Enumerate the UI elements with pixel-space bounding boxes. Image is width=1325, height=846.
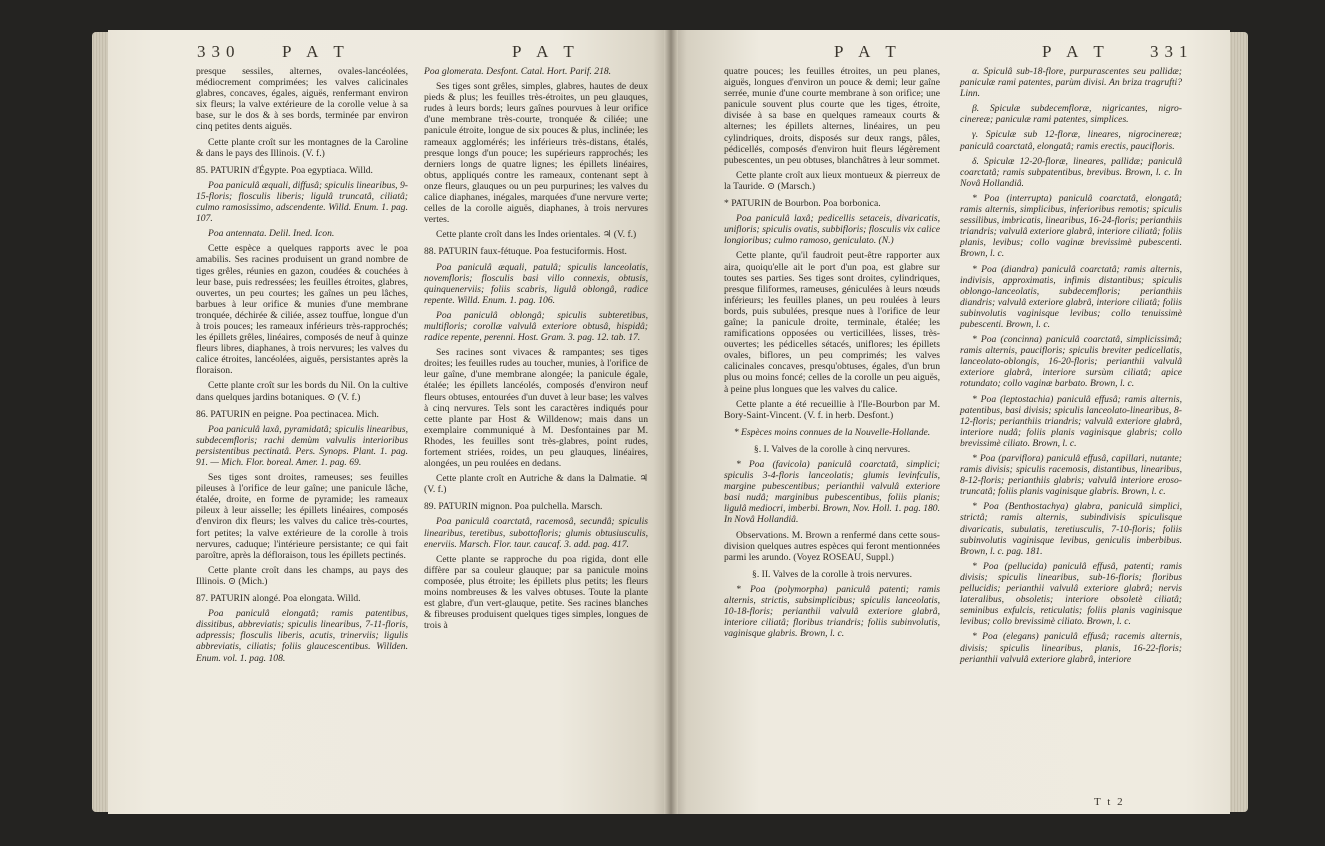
book-gutter: [664, 30, 678, 814]
section-heading: * Espèces moins connues de la Nouvelle-Hollande.: [733, 426, 931, 438]
paragraph: Cette plante a été recueillie à l'Ile-Bourbon par M. Bory-Saint-Vincent. (V. f. in herb. Desfont.): [724, 398, 940, 421]
paragraph: Cette plante croît sur les montagnes de la Caroline & dans le pays des Illinois. (V. f.): [196, 136, 408, 159]
latin-diagnosis: Poa paniculâ elongatâ; ramis patentibus, dissitibus, abbreviatis; spiculis linearibus, 7-11-floris, adpressis; flosculis liberis, acutis, trinerviis; ligulis abbreviatis, ciliatis; foliis glaucescentibus. Willden. Enum. vol. 1. pag. 108.: [196, 608, 408, 664]
species-entry: * Poa (pellucida) paniculâ effusâ, patenti; ramis divisis; spiculis linearibus, sub-16-floris; floribus pellucidis; perianthii valvulâ exteriore glabrâ; nervis lateralibus, obsoletis; interiore obsoletè ciliatâ; seminibus exfulcis, reticulatis; foliis planis vaginisque levibus; collo brevissimè ciliato. Brown, l. c.: [960, 560, 1182, 628]
paragraph: Cette plante croît aux lieux montueux & pierreux de la Tauride. ⊙ (Marsch.): [724, 169, 940, 192]
paragraph: presque sessiles, alternes, ovales-lancéolées, médiocrement comprimées; les valves calicinales glabres, concaves, égales, aiguës, renfermant environ six fleurs; la valve extérieure de la corolle velue à sa base, sur le dos & à ses bords, terminée par environ cinq petites dents aiguës.: [196, 66, 408, 133]
synonym: Poa glomerata. Desfont. Catal. Hort. Parif. 218.: [424, 66, 612, 77]
left-running-title: P A T: [282, 42, 350, 61]
entry-heading: 86. PATURIN en peigne. Poa pectinacea. Mich.: [196, 408, 379, 420]
paragraph: quatre pouces; les feuilles étroites, un peu planes, aiguës, longues d'environ un pouce & demi; leur gaîne serrée, munie d'une courte membrane à son orifice; une panicule souvent plus courte que les tiges, étroite, divisée à sa base en quelques rameaux courts & alternes; les épillets alternes, linéaires, un peu cylindriques, droits, disposés sur deux rangs, pâles, pédicellés, composés d'environ huit fleurs légèrement pubescentes, un peu obtuses, blanchâtres à leur sommet.: [724, 66, 940, 166]
species-entry: * Poa (diandra) paniculâ coarctatâ; ramis alternis, indivisis, approximatis, infimis distantibus; spiculis oblongo-lanceolatis, subdecemfloris; perianthiis diandris; valvulâ exteriore glabrâ, interiore ciliatâ; foliis subinvolutis vaginisque levibus; collo tenuissimè pubescenti. Brown, l. c.: [960, 263, 1182, 330]
latin-diagnosis: Poa paniculâ oblongâ; spiculis subteretibus, multifloris; corollæ valvulâ exteriore obtusâ, hispidâ; radice repente, perenni. Host. Gram. 3. pag. 12. tab. 17.: [424, 309, 648, 344]
column-4: [960, 66, 1182, 669]
variety: β. Spiculæ subdecemfloræ, nigricantes, nigro-cinereæ; paniculæ rami patentes, simplices.: [960, 103, 1182, 126]
entry-heading: 87. PATURIN alongé. Poa elongata. Willd.: [196, 593, 361, 605]
column-3: [724, 66, 940, 643]
signature-mark: T t 2: [1094, 796, 1125, 808]
column-2: [424, 66, 648, 635]
variety: α. Spiculâ sub-18-flore, purpurascentes seu pallidæ; paniculæ rami patentes, parùm divisi. An briza tragrufti? Linn.: [960, 66, 1182, 100]
latin-diagnosis: Poa paniculâ æquali, patulâ; spiculis lanceolatis, novemfloris; flosculis basi villo connexis, obtusis, quinquenerviis; foliis scabris, ligulâ oblongâ, radice repente. Willd. Enum. 1. pag. 106.: [424, 261, 648, 306]
species-entry: * Poa (concinna) paniculâ coarctatâ, simplicissimâ; ramis alternis, paucifloris; spiculis breviter pedicellatis, lanceolato-oblongis, 16-20-floris; perianthii valvulâ exteriore glabrâ, interiore sursùm ciliatâ; apice rotundato; collo vaginæ barbato. Brown, l. c.: [960, 334, 1182, 390]
variety: δ. Spiculæ 12-20-floræ, lineares, pallidæ; paniculâ coarctatâ; ramis subpatentibus, brevibus. Brown, l. c. In Novâ Hollandiâ.: [960, 155, 1182, 189]
paragraph: Cette espèce a quelques rapports avec le poa amabilis. Ses racines produisent un grand nombre de tiges grêles, réunies en gazon, coudées & couchées à leur base, puis redressées; les feuilles étroites, glabres, ouvertes, un peu courtes; les gaînes un peu lâches, barbues à leur orifice & munies d'une membrane tronquée, déchirée & ciliée, assez touffue, longue d'un à trois pouces; les rameaux inférieurs très-rapprochés; les épillets grêles, linéaires, composés de neuf à quinze fleurs libres, diaphanes, à trois nervures; les valves du calice étroites, lancéolées, aiguës, persistantes après la floraison.: [196, 243, 408, 377]
paragraph: Cette plante croît dans les Indes orientales. ♃ (V. f.): [436, 229, 637, 241]
right-running-title: P A T: [1042, 42, 1110, 61]
paragraph: Observations. M. Brown a renfermé dans cette sous-division quelques autres espèces qui feront mentionnées parmi les arundo. (Voyez ROSEAU, Suppl.): [724, 529, 940, 563]
paragraph: Cette plante, qu'il faudroit peut-être rapporter aux aira, quoiqu'elle ait le port d'un poa, est glabre sur toutes ses parties. Ses tiges sont droites, cylindriques, presque filiformes, rameuses, géniculées à leurs nœuds inférieurs; les feuilles planes, un peu roulées à leurs bords, puis subulées, presque nues à l'orifice de leur gaîne; la panicule droite, terminale, étalée; les ramifications opposées ou verticillées, lisses, très-ouvertes; les pédicelles sétacés, uniflores; les épillets ovales, biflores, un peu comprimés; les valves calicinales concaves, presqu'obtuses, égales, d'un brun plus ou moins foncé; celles de la corolle un peu aiguës, à peine plus longues que les valves du calice.: [724, 250, 940, 395]
species-entry: * Poa (elegans) paniculâ effusâ; racemis alternis, divisis; spiculis linearibus, planis, 16-22-floris; perianthii valvulâ exteriore glabrâ, interiore: [960, 631, 1182, 665]
right-column-title: P A T: [834, 42, 902, 61]
left-column-title: P A T: [512, 42, 580, 61]
left-page-number: 330: [197, 42, 241, 61]
entry-heading: * PATURIN de Bourbon. Poa borbonica.: [724, 198, 881, 210]
latin-diagnosis: * Poa (polymorpha) paniculâ patenti; ramis alternis, strictis, subsimplicibus; spiculis lanceolatis, 10-18-floris; perianthii valvulâ exteriore glabrâ, interiore ciliatâ; floribus triandris; foliis subinvolutis, vaginisque glabris. Brown, l. c.: [724, 583, 940, 640]
species-entry: * Poa (Benthostachya) glabra, paniculâ simplici, strictâ; ramis alternis, subindivisis spiculisque divaricatis, subulatis, teretiusculis, 7-10-floris; foliis subinvolutis vaginisque levibus, geniculis imberbibus. Brown, l. c. pag. 181.: [960, 501, 1182, 557]
subsection-heading: §. I. Valves de la corolle à cinq nervures.: [753, 443, 911, 455]
latin-diagnosis: Poa paniculâ coarctatâ, racemosâ, secundâ; spiculis linearibus, teretibus, subottofloris; glumis obtusiusculis, enerviis. Marsch. Flor. taur. caucaf. 3. add. pag. 417.: [424, 516, 648, 550]
species-entry: * Poa (leptostachia) paniculâ effusâ; ramis alternis, patentibus, basi divisis; spiculis lanceolato-linearibus, 8-12-floris; perianthiis triandris; valvulâ exteriore glabrâ, interiore nudâ; foliis planis vaginisque glabris; collo brevissimè ciliato. Brown, l. c.: [960, 393, 1182, 449]
synonym: Poa antennata. Delil. Ined. Icon.: [208, 228, 335, 240]
paragraph: Ses tiges sont droites, rameuses; ses feuilles pileuses à l'orifice de leur gaîne; une panicule lâche, étalée, droite, en forme de pyramide; les rameaux pileux à leur aisselle; les épillets linéaires, composés d'environ dix fleurs; les valves du calice très-courtes, fort petites; la valve extérieure de la corolle à trois nervures, caduque; l'intérieure persistante; ce qui fait paroître, après la défloraison, tous les épillets pectinés.: [196, 472, 408, 561]
latin-diagnosis: * Poa (favicola) paniculâ coarctatâ, simplici; spiculis 3-4-floris lanceolatis; glumis levinfculis, margine pubescentibus; perianthii valvulâ exteriore basi nudâ; marginibus pubescentibus, foliis planis; ligulâ mediocri, imberbi. Brown, Nov. Holl. 1. pag. 180. In Novâ Hollandiâ.: [724, 459, 940, 526]
paragraph: Cette plante se rapproche du poa rigida, dont elle diffère par sa couleur glauque; par sa panicule moins composée, plus étroite; les épillets plus petits; les fleurs moins nombreuses & les valves obtuses. Toute la plante est glabre, d'un vert-glauque, petite. Ses racines blanches & fibreuses produisent quelques tiges simples, longues de trois à: [424, 553, 648, 632]
paragraph: Ses racines sont vivaces & rampantes; ses tiges droites; les feuilles rudes au toucher, munies, à l'orifice de leur gaîne, d'une membrane alongée; la panicule égale, étalée; les épillets lancéolés, composés d'environ neuf fleurs obtuses, entourées d'un duvet à leur base; les valves à cinq nervures. Tels sont les caractères indiqués pour cette plante par Host & Willdenow; mais dans un exemplaire communiqué à M. Desfontaines par M. Rhodes, les feuilles sont très-glabres, point rudes, fortement striées, roides, un peu glauques, linéaires, alongées, un peu roulées en dedans.: [424, 347, 648, 470]
latin-diagnosis: Poa paniculâ æquali, diffusâ; spiculis linearibus, 9-15-floris; flosculis liberis; ligulâ truncatâ, ciliatâ; culmo ramosissimo, adscendente. Willd. Enum. 1. pag. 107.: [196, 179, 408, 225]
latin-diagnosis: Poa paniculâ laxâ; pedicellis setaceis, divaricatis, unifloris; spiculis ovatis, subbifloris; flosculis vix calice longioribus; culmo ramoso, geniculato. (N.): [724, 213, 940, 247]
paragraph: Cette plante croît en Autriche & dans la Dalmatie. ♃ (V. f.): [424, 473, 648, 496]
variety: γ. Spiculæ sub 12-floræ, lineares, nigrocinereæ; paniculâ coarctatâ, elongatâ; ramis erectis, paucifloris.: [960, 129, 1182, 152]
right-page-number: 331: [1150, 42, 1194, 61]
species-entry: * Poa (parviflora) paniculâ effusâ, capillari, nutante; ramis divisis; spiculis racemosis, distantibus, linearibus, 8-12-floris; perianthiis glabris; valvulâ interiore eroso-truncatâ; foliis planis vaginisque glabris. Brown, l. c.: [960, 453, 1182, 498]
species-entry: * Poa (interrupta) paniculâ coarctatâ, elongatâ; ramis alternis, simplicibus, inferioribus remotis; spiculis sessilibus, imbricatis, linearibus, 16-24-floris; perianthiis triandris; valvulâ exteriore glabrâ, interiore ciliatâ; foliis planis, levibus; collo vaginæ brevissimè pubescenti. Brown, l. c.: [960, 192, 1182, 260]
entry-heading: 85. PATURIN d'Égypte. Poa egyptiaca. Willd.: [196, 164, 373, 176]
subsection-heading: §. II. Valves de la corolle à trois nervures.: [752, 568, 912, 580]
entry-heading: 89. PATURIN mignon. Poa pulchella. Marsch.: [424, 501, 603, 513]
paragraph: Ses tiges sont grêles, simples, glabres, hautes de deux pieds & plus; les feuilles très-étroites, un peu glauques, rudes à leurs bords; leurs gaînes pourvues à leur orifice d'une membrane très-courte, tronquée & ciliée; une panicule étroite, longue de six pouces & plus, inclinée; les rameaux agglomérés; les inférieurs très-distans, étalés, presque longs d'un pouce; les supérieurs rapprochés; les derniers longs de quatre lignes; les épillets linéaires, obtus, appliqués contre les rameaux, contenant sept à onze fleurs, glauques ou un peu purpurines; les valves du calice diaphanes, inégales, marquées d'une nervure verte; celles de la corolle aiguës, diaphanes, à trois nervures vertes.: [424, 81, 648, 226]
paragraph: Cette plante croît sur les bords du Nil. On la cultive dans quelques jardins botaniques. ⊙ (V. f.): [196, 380, 408, 403]
column-1: [196, 66, 408, 668]
entry-heading: 88. PATURIN faux-fétuque. Poa festuciformis. Host.: [424, 246, 627, 258]
latin-diagnosis: Poa paniculâ laxâ, pyramidatâ; spiculis linearibus, subdecemfloris; rachi demùm valvulis interioribus persistentibus pectinatâ. Pers. Synops. Plant. 1. pag. 91. — Mich. Flor. boreal. Amer. 1. pag. 69.: [196, 423, 408, 468]
paragraph: Cette plante croît dans les champs, au pays des Illinois. ⊙ (Mich.): [196, 564, 408, 587]
